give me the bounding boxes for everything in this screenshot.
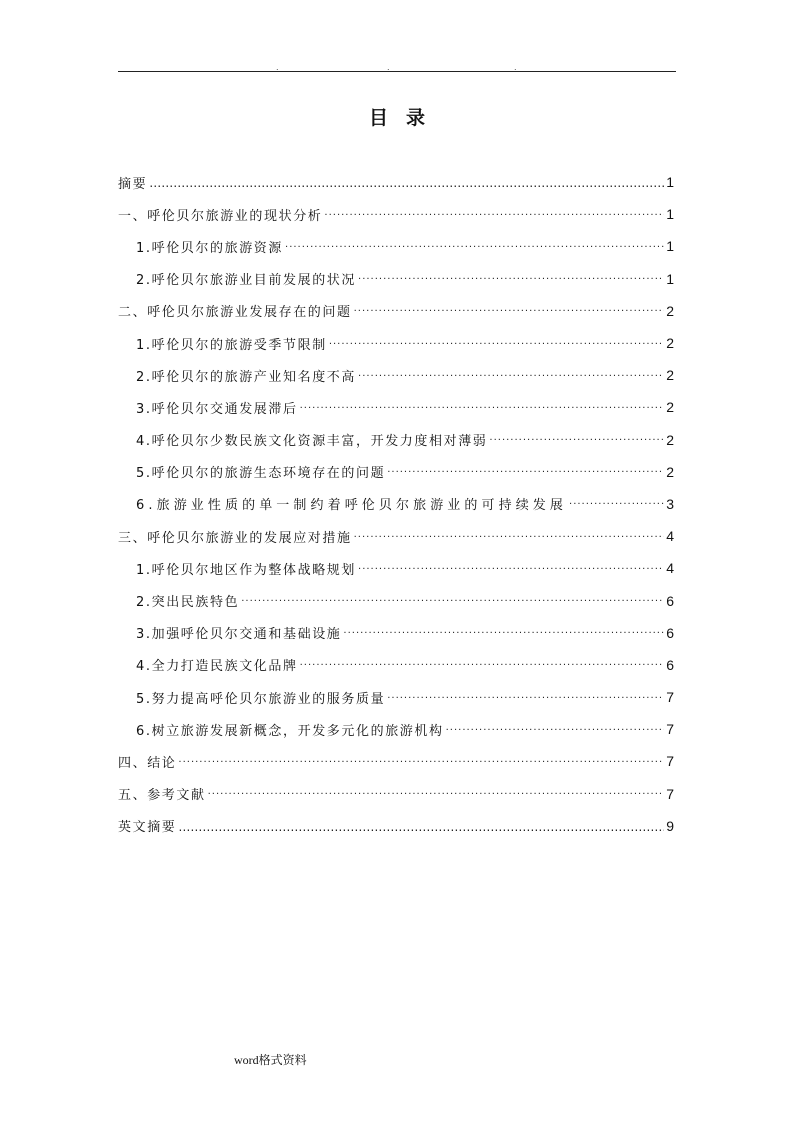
- toc-entry-label: 6.旅游业性质的单一制约着呼伦贝尔旅游业的可持续发展: [136, 498, 568, 514]
- toc-leader-dots: [241, 596, 664, 607]
- toc-entry-label: 四、结论: [118, 755, 177, 771]
- toc-entry[interactable]: [118, 295, 674, 327]
- toc-entry-page: 1: [666, 174, 674, 191]
- toc-entry[interactable]: [118, 198, 674, 230]
- toc-entry[interactable]: [118, 456, 674, 488]
- toc-entry-page: 7: [666, 689, 674, 706]
- toc-entry-page: 4: [666, 560, 674, 577]
- toc-entry-page: 9: [666, 817, 674, 834]
- toc-entry[interactable]: [118, 488, 674, 520]
- toc-leader-dots: [343, 628, 664, 639]
- toc-entry-label: 6.树立旅游发展新概念，开发多元化的旅游机构: [136, 723, 444, 739]
- toc-entry-page: 7: [666, 721, 674, 738]
- toc-leader-dots: [354, 306, 665, 317]
- toc-leader-dots: [354, 532, 665, 543]
- toc-entry-label: 1.呼伦贝尔的旅游受季节限制: [136, 337, 327, 353]
- toc-leader-dots: [208, 789, 665, 800]
- toc-leader-dots: [358, 274, 664, 285]
- toc-entry-page: 2: [666, 431, 674, 448]
- toc-leader-dots: [329, 339, 664, 350]
- toc-entry-label: 4.呼伦贝尔少数民族文化资源丰富，开发力度相对薄弱: [136, 434, 488, 450]
- toc-entry-label: 1.呼伦贝尔地区作为整体战略规划: [136, 562, 357, 578]
- toc-entry[interactable]: [118, 681, 674, 713]
- toc-entry-label: 摘要: [118, 176, 148, 192]
- toc-entry[interactable]: [118, 166, 674, 198]
- toc-entry-page: 6: [666, 656, 674, 673]
- toc-entry[interactable]: [118, 713, 674, 745]
- toc-entry[interactable]: [118, 230, 674, 262]
- toc-entry-label: 一、呼伦贝尔旅游业的现状分析: [118, 208, 323, 224]
- toc-entry-page: 2: [666, 367, 674, 384]
- toc-entry-label: 英文摘要: [118, 820, 177, 836]
- toc-entry-label: 1.呼伦贝尔的旅游资源: [136, 240, 284, 256]
- toc-leader-dots: [358, 564, 664, 575]
- toc-leader-dots: [178, 757, 664, 768]
- toc-leader-dots: [149, 176, 664, 190]
- toc-entry[interactable]: [118, 584, 674, 616]
- toc-leader-dots: [387, 693, 664, 704]
- toc-entry[interactable]: [118, 359, 674, 391]
- toc-entry-page: 2: [666, 463, 674, 480]
- table-of-contents: [118, 166, 674, 842]
- toc-leader-dots: [285, 242, 664, 253]
- toc-leader-dots: [300, 403, 665, 414]
- toc-leader-dots: [387, 467, 664, 478]
- toc-entry-label: 二、呼伦贝尔旅游业发展存在的问题: [118, 305, 352, 321]
- toc-entry-page: 6: [666, 592, 674, 609]
- toc-leader-dots: [358, 371, 664, 382]
- toc-entry-label: 2.突出民族特色: [136, 595, 240, 611]
- toc-entry[interactable]: [118, 263, 674, 295]
- toc-entry[interactable]: [118, 810, 674, 842]
- toc-entry[interactable]: [118, 520, 674, 552]
- toc-entry-page: 7: [666, 785, 674, 802]
- header-rule: [118, 71, 676, 72]
- header-dot: .: [387, 63, 390, 72]
- toc-entry-page: 6: [666, 624, 674, 641]
- toc-entry[interactable]: [118, 424, 674, 456]
- toc-leader-dots: [324, 210, 664, 221]
- toc-entry-label: 三、呼伦贝尔旅游业的发展应对措施: [118, 530, 352, 546]
- toc-leader-dots: [489, 435, 664, 446]
- toc-entry[interactable]: [118, 327, 674, 359]
- header-dot: .: [514, 63, 517, 72]
- toc-entry[interactable]: [118, 617, 674, 649]
- header-dot: .: [276, 63, 279, 72]
- toc-entry-label: 5.努力提高呼伦贝尔旅游业的服务质量: [136, 691, 386, 707]
- toc-entry-page: 3: [666, 495, 674, 512]
- toc-entry-label: 5.呼伦贝尔的旅游生态环境存在的问题: [136, 466, 386, 482]
- toc-entry-page: 1: [666, 270, 674, 287]
- toc-entry-label: 3.呼伦贝尔交通发展滞后: [136, 401, 298, 417]
- footer-text: word格式资料: [234, 1053, 307, 1067]
- toc-leader-dots: [446, 725, 665, 736]
- toc-entry[interactable]: [118, 649, 674, 681]
- toc-entry[interactable]: [118, 552, 674, 584]
- toc-leader-dots: [178, 820, 664, 834]
- toc-leader-dots: [569, 499, 664, 510]
- toc-entry-label: 2.呼伦贝尔旅游业目前发展的状况: [136, 273, 357, 289]
- toc-entry-label: 3.加强呼伦贝尔交通和基础设施: [136, 627, 342, 643]
- toc-entry-page: 4: [666, 528, 674, 545]
- toc-entry-page: 2: [666, 335, 674, 352]
- toc-entry[interactable]: [118, 391, 674, 423]
- toc-entry-label: 4.全力打造民族文化品牌: [136, 659, 298, 675]
- toc-entry-label: 五、参考文献: [118, 788, 206, 804]
- toc-entry-page: 2: [666, 399, 674, 416]
- toc-entry-page: 7: [666, 753, 674, 770]
- toc-leader-dots: [300, 660, 665, 671]
- toc-entry-label: 2.呼伦贝尔的旅游产业知名度不高: [136, 369, 357, 385]
- toc-entry-page: 2: [666, 302, 674, 319]
- toc-entry-page: 1: [666, 206, 674, 223]
- toc-entry-page: 1: [666, 238, 674, 255]
- toc-entry[interactable]: [118, 745, 674, 777]
- toc-entry[interactable]: [118, 778, 674, 810]
- page-title: 目录: [368, 107, 443, 129]
